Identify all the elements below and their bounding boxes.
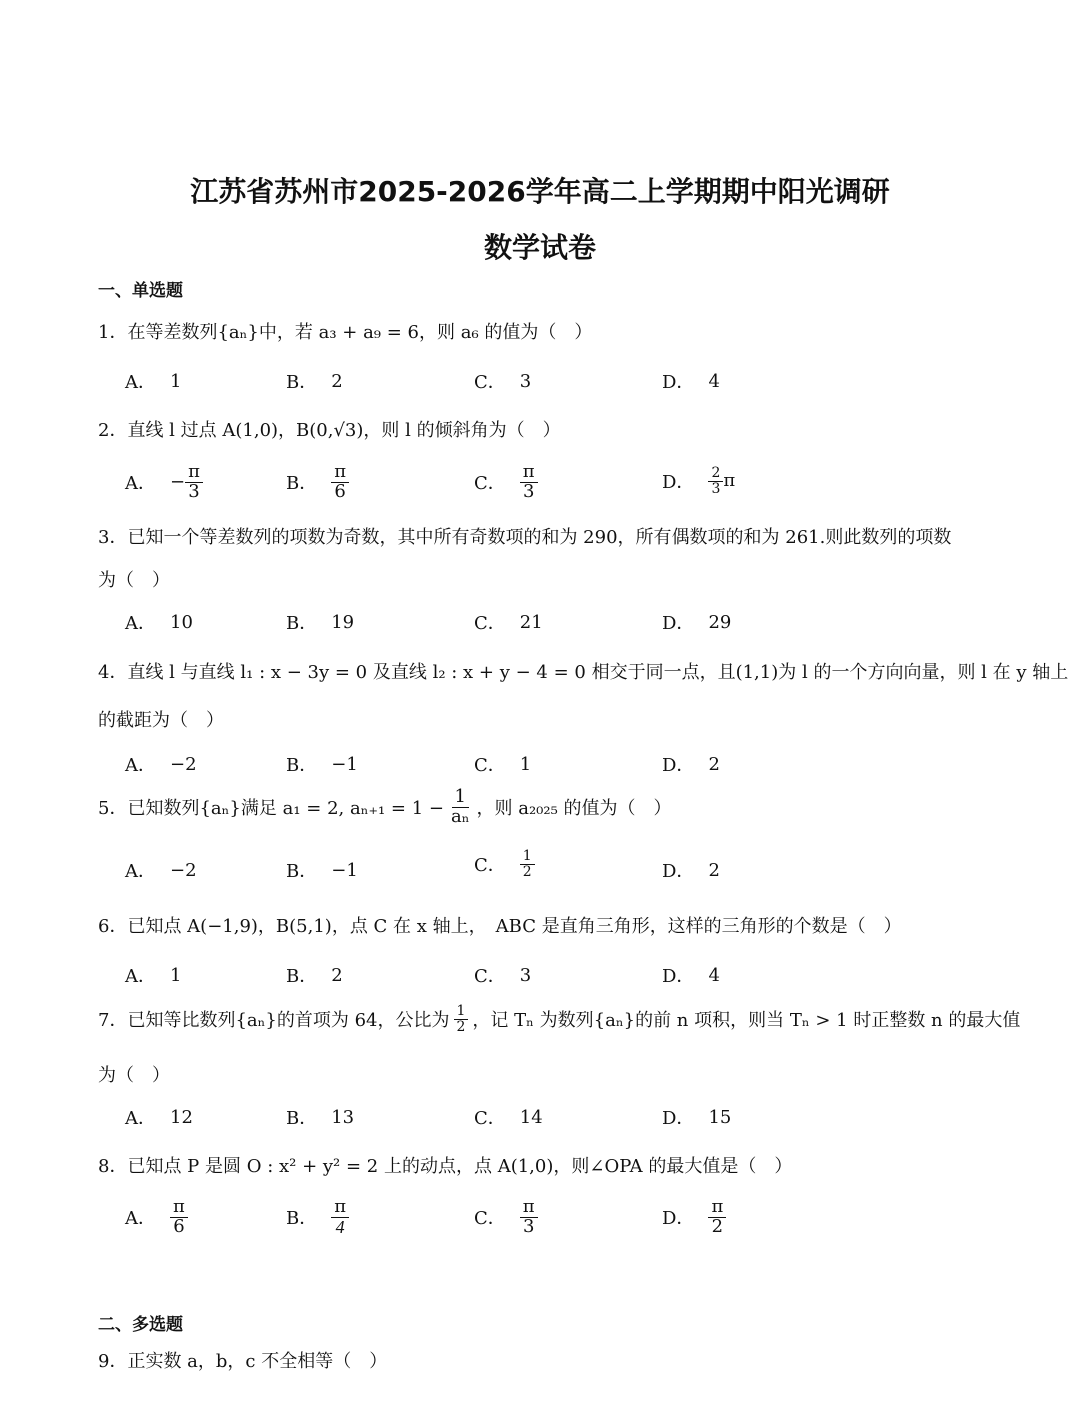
fraction: $\frac{\pi}{3}$	[520, 463, 538, 502]
question-1: 1．在等差数列{aₙ}中，若 a₃ + a₉ = 6，则 a₆ 的值为（ ）	[98, 322, 593, 343]
q3-option-b: B． 19	[286, 611, 355, 634]
q4-option-d: D． 2	[662, 753, 720, 776]
question-6: 6．已知点 A(−1,9)，B(5,1)，点 C 在 x 轴上， ABC 是直角三角形，这样的三角形的个数是（ ）	[98, 916, 902, 937]
q8-option-d: D． $\frac{\pi}{2}$	[662, 1198, 726, 1237]
q4-option-b: B． −1	[286, 753, 358, 776]
q1-option-d: D． 4	[662, 370, 720, 393]
question-7: 7．已知等比数列{aₙ}的首项为 64，公比为 $\frac{1}{2}$ ，记 Tₙ 为数列{aₙ}的前 n 项积，则当 Tₙ > 1 时正整数 n 的最大值	[98, 1003, 1021, 1035]
q8-option-c: C． $\frac{\pi}{3}$	[474, 1198, 538, 1237]
page-subtitle: 数学试卷	[483, 231, 596, 264]
section-heading-single-choice: 一、单选题	[98, 281, 183, 301]
fraction: $\frac{1}{2}$	[454, 1004, 469, 1034]
q3-option-d: D． 29	[662, 611, 732, 634]
fraction: $\frac{\pi}{6}$	[331, 463, 349, 502]
question-8: 8．已知点 P 是圆 O : x² + y² = 2 上的动点，点 A(1,0)，则∠OPA 的最大值是（ ）	[98, 1156, 793, 1177]
q7-option-d: D． 15	[662, 1106, 732, 1129]
q2-option-a: A． − $\frac{\pi}{3}$	[125, 463, 203, 502]
q6-option-a: A． 1	[125, 964, 182, 987]
q5-option-b: B． −1	[286, 859, 358, 882]
fraction: $\frac{\pi}{4}$	[331, 1198, 349, 1237]
q6-option-b: B． 2	[286, 964, 343, 987]
q7-option-c: C． 14	[474, 1106, 543, 1129]
q8-option-b: B． $\frac{\pi}{4}$	[286, 1198, 349, 1237]
q7-option-b: B． 13	[286, 1106, 355, 1129]
q2-option-d: D． $\frac{2}{3}$ π	[662, 465, 736, 497]
q1-option-b: B． 2	[286, 370, 343, 393]
question-4: 4．直线 l 与直线 l₁ : x − 3y = 0 及直线 l₂ : x + y − 4 = 0 相交于同一点，且(1,1)为 l 的一个方向向量，则 l 在 y 轴上	[98, 662, 1069, 683]
fraction: $\frac{\pi}{3}$	[520, 1198, 538, 1237]
q7-option-a: A． 12	[125, 1106, 193, 1129]
fraction: $\frac{\pi}{6}$	[170, 1198, 188, 1237]
question-9: 9．正实数 a，b，c 不全相等（ ）	[98, 1351, 388, 1372]
q8-option-a: A． $\frac{\pi}{6}$	[125, 1198, 188, 1237]
q6-option-d: D． 4	[662, 964, 720, 987]
question-5: 5．已知数列{aₙ}满足 a₁ = 2, aₙ₊₁ = 1 − $\frac{1}{\text{aₙ}}$ ，则 a₂₀₂₅ 的值为（ ）	[98, 786, 672, 827]
q4-option-c: C． 1	[474, 753, 532, 776]
section-heading-multiple-choice: 二、多选题	[98, 1315, 183, 1335]
fraction: $\frac{\pi}{2}$	[708, 1198, 726, 1237]
fraction: $\frac{2}{3}$	[708, 466, 723, 496]
q5-option-a: A． −2	[125, 859, 197, 882]
fraction: $\frac{1}{2}$	[520, 849, 535, 879]
q5-option-c: C． $\frac{1}{2}$	[474, 849, 535, 879]
q1-option-a: A． 1	[125, 370, 182, 393]
question-4-continued: 的截距为（ ）	[98, 710, 224, 731]
q1-option-c: C． 3	[474, 370, 532, 393]
q4-option-a: A． −2	[125, 753, 197, 776]
q2-option-c: C． $\frac{\pi}{3}$	[474, 463, 538, 502]
question-7-continued: 为（ ）	[98, 1065, 170, 1086]
q5-option-d: D． 2	[662, 859, 720, 882]
question-3: 3．已知一个等差数列的项数为奇数，其中所有奇数项的和为 290，所有偶数项的和为 261.则此数列的项数	[98, 527, 952, 548]
q3-option-c: C． 21	[474, 611, 543, 634]
question-3-continued: 为（ ）	[98, 570, 170, 591]
fraction: $\frac{1}{\text{aₙ}}$	[450, 786, 470, 827]
q3-option-a: A． 10	[125, 611, 193, 634]
q2-option-b: B． $\frac{\pi}{6}$	[286, 463, 349, 502]
page-title: 江苏省苏州市2025-2026学年高二上学期期中阳光调研	[190, 175, 890, 208]
fraction: $\frac{\pi}{3}$	[185, 463, 203, 502]
q6-option-c: C． 3	[474, 964, 532, 987]
question-2: 2．直线 l 过点 A(1,0)，B(0,√3)，则 l 的倾斜角为（ ）	[98, 420, 561, 441]
